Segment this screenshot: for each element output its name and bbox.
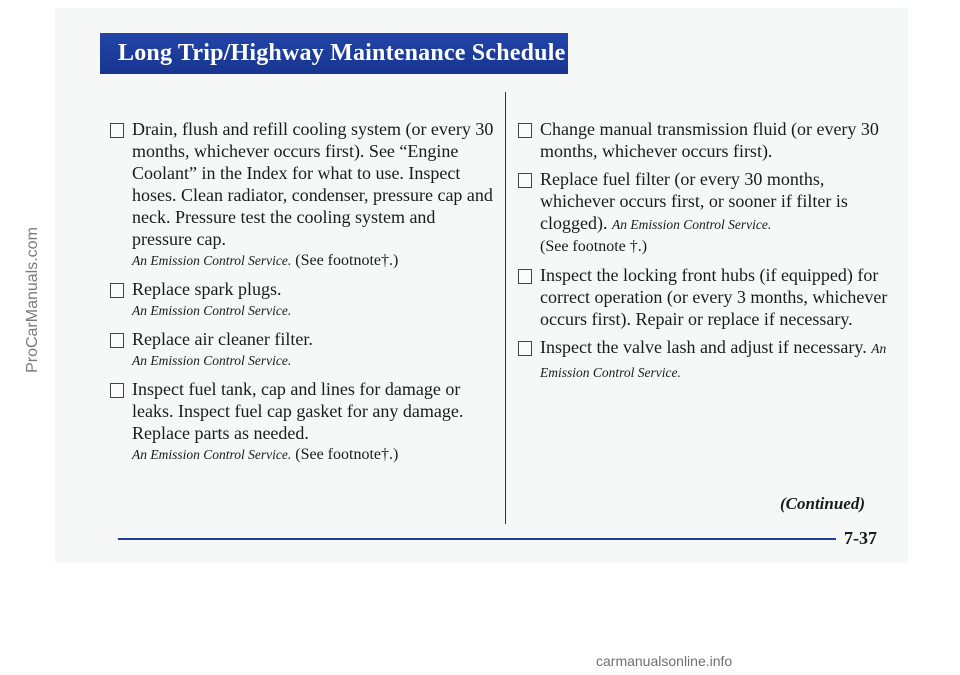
checklist-item bbox=[516, 168, 898, 258]
checklist-item bbox=[516, 118, 898, 162]
footer-rule bbox=[118, 538, 836, 540]
item-text: Replace air cleaner filter. bbox=[132, 329, 313, 349]
checklist-item bbox=[516, 264, 898, 330]
checkbox[interactable] bbox=[110, 333, 124, 348]
section-title: Long Trip/Highway Maintenance Schedule bbox=[118, 40, 566, 66]
checkbox[interactable] bbox=[518, 269, 532, 284]
checkbox[interactable] bbox=[518, 173, 532, 188]
checkbox[interactable] bbox=[110, 383, 124, 398]
item-text: Change manual transmission fluid (or every 30 months, whichever occurs first). bbox=[540, 119, 879, 161]
right-column bbox=[516, 118, 898, 390]
checkbox[interactable] bbox=[518, 123, 532, 138]
item-text: Inspect fuel tank, cap and lines for damage or leaks. Inspect fuel cap gasket for any damage. Replace parts as needed. bbox=[132, 379, 464, 443]
section-header bbox=[100, 33, 568, 74]
checkbox[interactable] bbox=[110, 123, 124, 138]
checkbox[interactable] bbox=[518, 341, 532, 356]
side-watermark: ProCarManuals.com bbox=[24, 227, 42, 373]
checklist-item bbox=[108, 328, 498, 372]
page-number: 7-37 bbox=[844, 528, 877, 548]
footer-watermark: carmanualsonline.info bbox=[596, 653, 733, 669]
item-note: An Emission Control Service. (See footnote†.) bbox=[132, 252, 399, 269]
continued-label: (Continued) bbox=[780, 494, 866, 513]
item-text: Drain, flush and refill cooling system (or every 30 months, whichever occurs first). See “Engine Coolant” in the Index for what to use. Inspect hoses. Clean radiator, condenser, pressure cap and neck. Pressure test the cooling system and pressure cap. bbox=[132, 119, 494, 249]
checkbox[interactable] bbox=[110, 283, 124, 298]
item-text: Inspect the locking front hubs (if equipped) for correct operation (or every 3 months, whichever occurs first). Repair or replace if necessary. bbox=[540, 265, 888, 329]
left-column bbox=[108, 118, 498, 472]
column-divider bbox=[505, 92, 506, 524]
checklist-item bbox=[108, 378, 498, 466]
checklist-item bbox=[516, 336, 898, 384]
item-note: An Emission Control Service. bbox=[132, 303, 292, 318]
checklist-item bbox=[108, 278, 498, 322]
item-note: (See footnote †.) bbox=[540, 238, 648, 255]
item-text: Replace spark plugs. bbox=[132, 279, 282, 299]
item-note: An Emission Control Service. (See footnote†.) bbox=[132, 446, 399, 463]
item-note: An Emission Control Service. bbox=[132, 353, 292, 368]
item-text: Replace fuel filter (or every 30 months, whichever occurs first, or sooner if filter is clogged). An Emission Control Service. bbox=[540, 169, 848, 233]
item-text: Inspect the valve lash and adjust if necessary. An Emission Control Service. bbox=[540, 337, 887, 380]
checklist-item bbox=[108, 118, 498, 272]
